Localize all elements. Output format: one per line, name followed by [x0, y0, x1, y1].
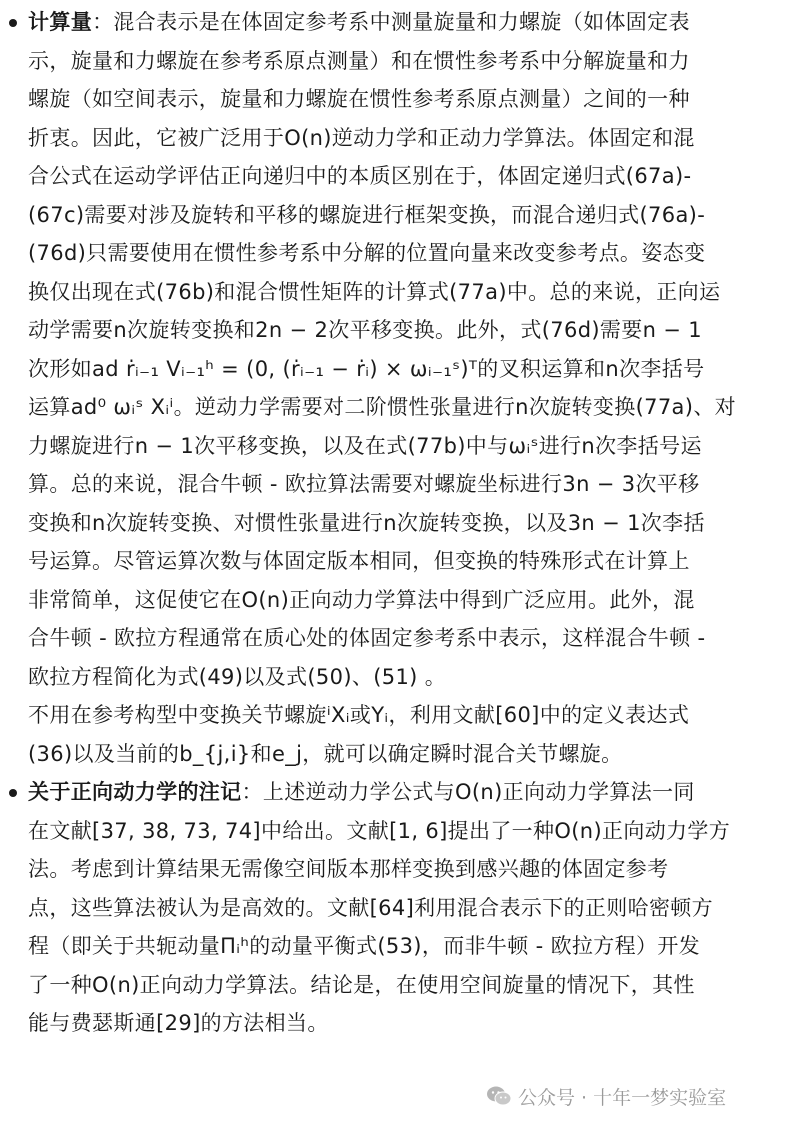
text-line: 关于正向动力学的注记：上述逆动力学公式与O(n)正向动力学算法一同: [28, 780, 695, 804]
text-line: 程（即关于共轭动量Πᵢʰ的动量平衡式(53)，而非牛顿 - 欧拉方程）开发: [28, 934, 701, 958]
watermark: [486, 1082, 726, 1110]
bullet-dot: [9, 789, 17, 797]
text-line: 计算量：混合表示是在体固定参考系中测量旋量和力螺旋（如体固定表: [28, 10, 690, 34]
text-line: 变换和n次旋转变换、对惯性张量进行n次旋转变换，以及3n − 1次李括: [28, 510, 705, 535]
text-line: 螺旋（如空间表示，旋量和力螺旋在惯性参考系原点测量）之间的一种: [28, 87, 690, 111]
text-line: 非常简单，这促使它在O(n)正向动力学算法中得到广泛应用。此外，混: [28, 587, 695, 612]
text-line: 了一种O(n)正向动力学算法。结论是，在使用空间旋量的情况下，其性: [28, 972, 695, 997]
text-line: 不用在参考构型中变换关节螺旋ⁱXᵢ或Yᵢ，利用文献[60]中的定义表达式: [28, 703, 690, 727]
text-line: 在文献[37, 38, 73, 74]中给出。文献[1, 6]提出了一种O(n)正向动力学方: [28, 818, 731, 843]
bullet-computation: [0, 3, 792, 696]
text-line: 运算ad⁰ ωᵢˢ Xᵢⁱ。逆动力学需要对二阶惯性张量进行n次旋转变换(77a)、对: [28, 395, 737, 419]
bullet-dot: [9, 19, 17, 27]
text-line: 合公式在运动学评估正向递归中的本质区别在于，体固定递归式(67a)-: [28, 164, 692, 188]
text-line: 力螺旋进行n − 1次平移变换，以及在式(77b)中与ωᵢˢ进行n次李括号运: [28, 433, 702, 458]
watermark-text: 公众号 · 十年一梦实验室: [518, 1086, 727, 1109]
text-line: 点，这些算法被认为是高效的。文献[64]利用混合表示下的正则哈密顿方: [28, 895, 714, 920]
text-line: 欧拉方程简化为式(49)以及式(50)、(51) 。: [28, 664, 447, 689]
text-line: 算。总的来说，混合牛顿 - 欧拉算法需要对螺旋坐标进行3n − 3次平移: [28, 472, 700, 496]
text-line: 次形如ad ṙᵢ₋₁ Vᵢ₋₁ʰ = (0, (ṙᵢ₋₁ − ṙᵢ) × ωᵢ₋₁ˢ)ᵀ的叉积运算和n次李括号: [28, 356, 705, 381]
text-line: 合牛顿 - 欧拉方程通常在质心处的体固定参考系中表示，这样混合牛顿 -: [28, 626, 706, 650]
text-line: 能与费瑟斯通[29]的方法相当。: [28, 1011, 329, 1035]
text-line: (76d)只需要使用在惯性参考系中分解的位置向量来改变参考点。姿态变: [28, 241, 706, 265]
text-line: 折衷。因此，它被广泛用于O(n)逆动力学和正动力学算法。体固定和混: [28, 125, 695, 150]
bullet-term: 计算量: [28, 10, 93, 34]
text-line: 动学需要n次旋转变换和2n − 2次平移变换。此外，式(76d)需要n − 1: [28, 318, 702, 342]
bullet-term: 关于正向动力学的注记: [28, 780, 242, 804]
text-line: 号运算。尽管运算次数与体固定版本相同，但变换的特殊形式在计算上: [28, 549, 690, 573]
bullet-forward-dynamics: [0, 773, 792, 1043]
text-line: (36)以及当前的b_{j,i}和e_j，就可以确定瞬时混合关节螺旋。: [28, 741, 623, 766]
text-line: (67c)需要对涉及旋转和平移的螺旋进行框架变换，而混合递归式(76a)-: [28, 202, 706, 227]
text-line: 法。考虑到计算结果无需像空间版本那样变换到感兴趣的体固定参考: [28, 857, 669, 881]
wechat-icon: [486, 1085, 512, 1107]
text-line: 换仅出现在式(76b)和混合惯性矩阵的计算式(77a)中。总的来说，正向运: [28, 279, 721, 304]
paragraph-joint-screw: [0, 696, 792, 773]
text-line: 示，旋量和力螺旋在参考系原点测量）和在惯性参考系中分解旋量和力: [28, 48, 690, 73]
